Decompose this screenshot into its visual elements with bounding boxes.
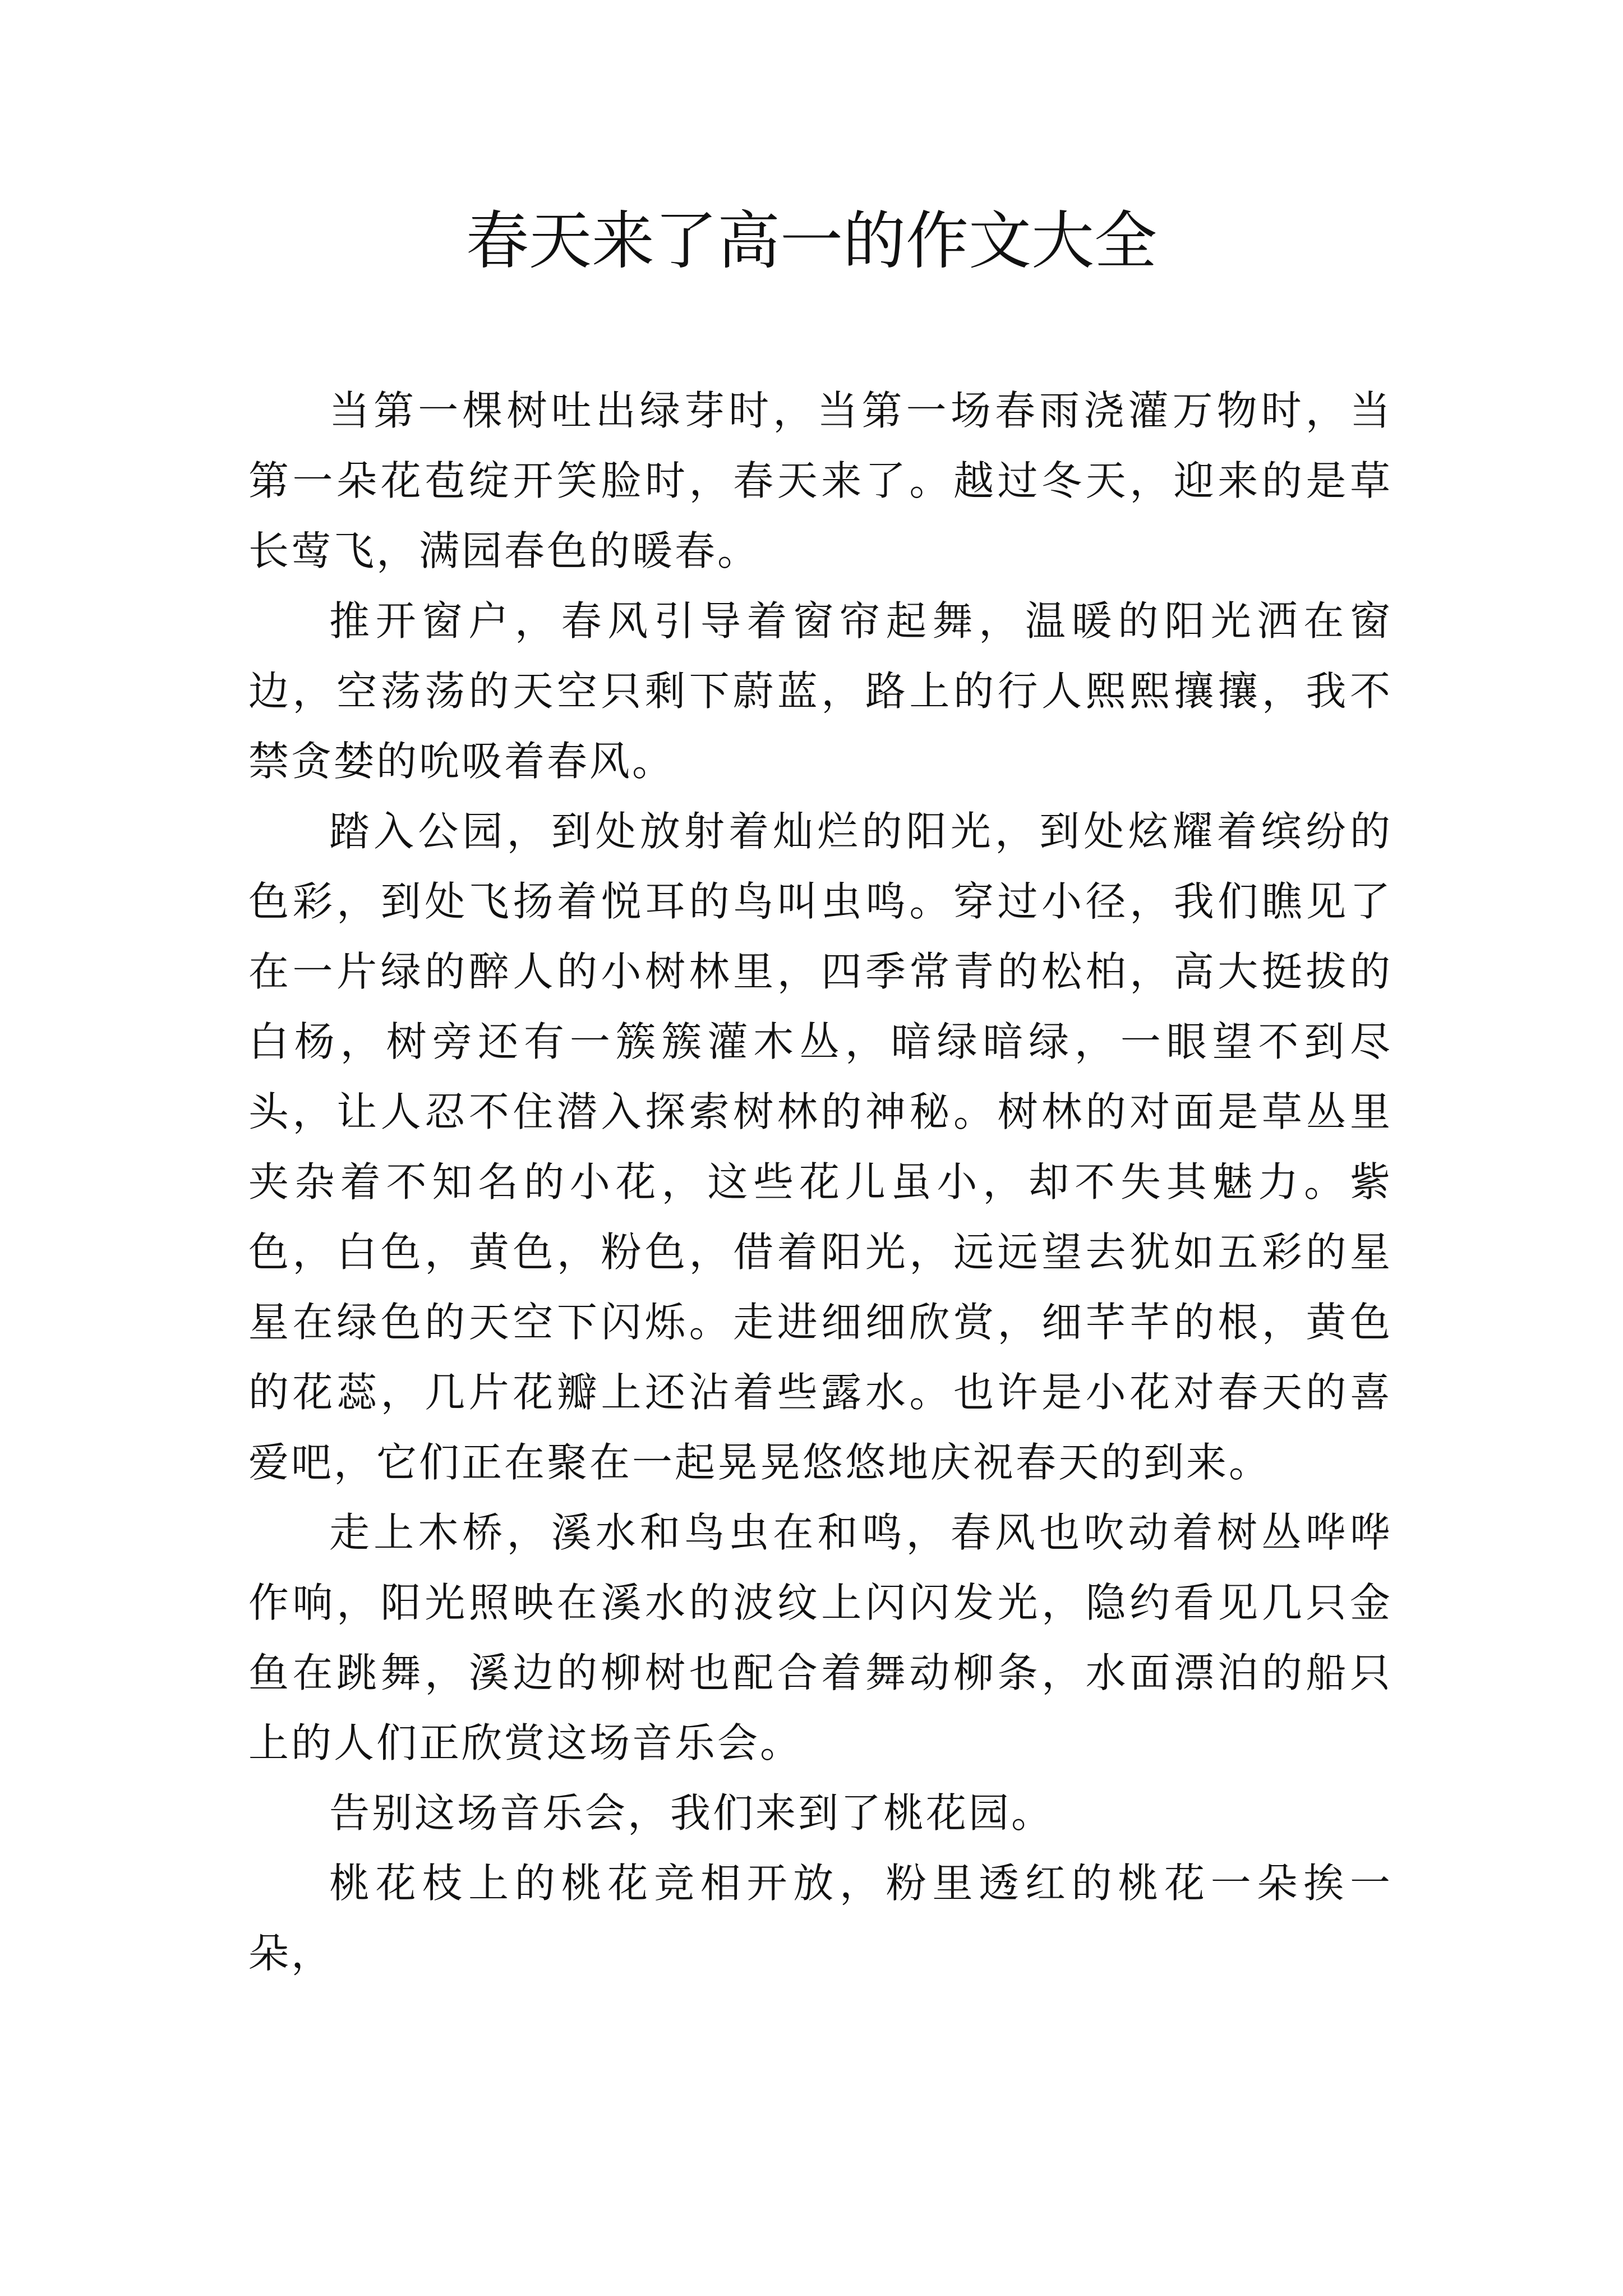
- paragraph-5: 告别这场音乐会，我们来到了桃花园。: [329, 1789, 1054, 1837]
- paragraph-6: 桃花枝上的桃花竞相开放，粉里透红的桃花一朵挨一朵，: [248, 1860, 1393, 1977]
- paragraph-1: 当第一棵树吐出绿芽时，当第一场春雨浇灌万物时，当第一朵花苞绽开笑脸时，春天来了。越过冬天，迎来的是草长莺飞，满园春色的暖春。: [248, 387, 1393, 574]
- paragraph-2: 推开窗户，春风引导着窗帘起舞，温暖的阳光洒在窗边，空荡荡的天空只剩下蔚蓝，路上的行人熙熙攘攘，我不禁贪婪的吮吸着春风。: [248, 597, 1393, 785]
- document-body: [248, 376, 1393, 1989]
- document-title: 春天来了高一的作文大全: [466, 205, 1157, 278]
- paragraph-3: 踏入公园，到处放射着灿烂的阳光，到处炫耀着缤纷的色彩，到处飞扬着悦耳的鸟叫虫鸣。穿过小径，我们瞧见了在一片绿的醉人的小树林里，四季常青的松柏，高大挺拔的白杨，树旁还有一簇簇灌木丛，暗绿暗绿，一眼望不到尽头，让人忍不住潜入探索树林的神秘。树林的对面是草丛里夹杂着不知名的小花，这些花儿虽小，却不失其魅力。紫色，白色，黄色，粉色，借着阳光，远远望去犹如五彩的星星在绿色的天空下闪烁。走进细细欣赏，细芊芊的根，黄色的花蕊，几片花瓣上还沾着些露水。也许是小花对春天的喜爱吧，它们正在聚在一起晃晃悠悠地庆祝春天的到来。: [248, 808, 1393, 1486]
- paragraph-4: 走上木桥，溪水和鸟虫在和鸣，春风也吹动着树丛哗哗作响，阳光照映在溪水的波纹上闪闪发光，隐约看见几只金鱼在跳舞，溪边的柳树也配合着舞动柳条，水面漂泊的船只上的人们正欣赏这场音乐会。: [248, 1509, 1393, 1766]
